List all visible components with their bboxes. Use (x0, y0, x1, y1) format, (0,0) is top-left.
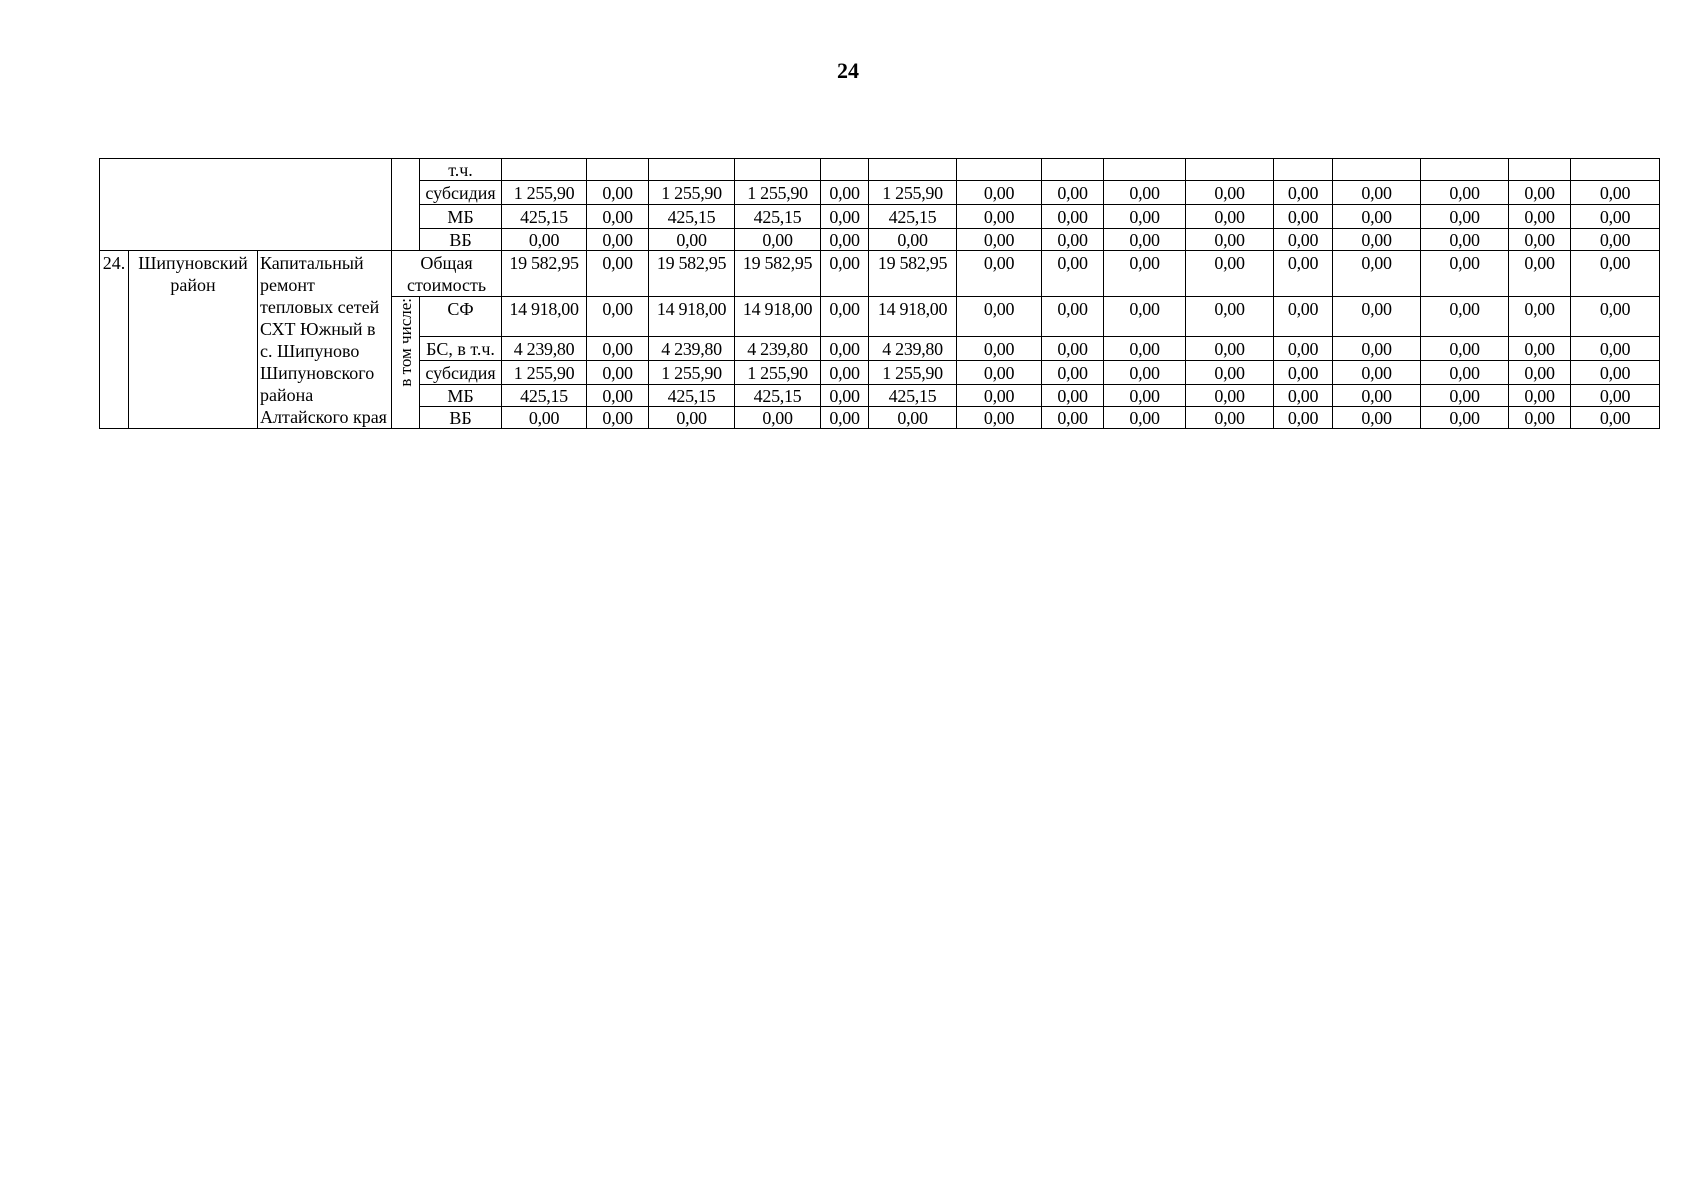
value-cell (1186, 159, 1274, 181)
source-cell: т.ч. (420, 159, 502, 181)
value-cell: 0,00 (1186, 361, 1274, 385)
value-cell: 0,00 (1274, 297, 1333, 337)
value-cell: 0,00 (1333, 297, 1421, 337)
value-cell: 0,00 (1186, 407, 1274, 429)
value-cell: 0,00 (1421, 337, 1509, 361)
value-cell: 4 239,80 (502, 337, 587, 361)
vertical-label-cell (392, 297, 420, 429)
value-cell: 0,00 (1421, 385, 1509, 407)
value-cell: 0,00 (1571, 407, 1660, 429)
value-cell (1042, 159, 1104, 181)
value-cell: 0,00 (1333, 251, 1421, 297)
value-cell: 0,00 (1186, 205, 1274, 229)
value-cell: 0,00 (1104, 407, 1186, 429)
value-cell: 0,00 (1421, 251, 1509, 297)
table-row (100, 159, 1660, 181)
continuation-blank-cell (100, 159, 392, 251)
value-cell: 0,00 (1509, 407, 1571, 429)
value-cell: 0,00 (587, 361, 649, 385)
source-cell: ВБ (420, 407, 502, 429)
value-cell: 0,00 (1042, 205, 1104, 229)
value-cell: 0,00 (821, 361, 869, 385)
value-cell: 14 918,00 (869, 297, 957, 337)
value-cell: 0,00 (957, 229, 1042, 251)
source-cell: субсидия (420, 181, 502, 205)
value-cell: 0,00 (1274, 407, 1333, 429)
value-cell: 0,00 (1274, 361, 1333, 385)
value-cell: 0,00 (1104, 361, 1186, 385)
value-cell: 14 918,00 (649, 297, 735, 337)
value-cell: 0,00 (587, 251, 649, 297)
value-cell: 0,00 (1571, 361, 1660, 385)
value-cell: 0,00 (1333, 181, 1421, 205)
value-cell: 0,00 (1333, 407, 1421, 429)
value-cell: 0,00 (957, 385, 1042, 407)
value-cell: 0,00 (1333, 205, 1421, 229)
value-cell: 0,00 (502, 229, 587, 251)
value-cell: 0,00 (821, 337, 869, 361)
value-cell: 0,00 (1421, 205, 1509, 229)
value-cell (1509, 159, 1571, 181)
source-cell: МБ (420, 385, 502, 407)
value-cell: 0,00 (1104, 337, 1186, 361)
financing-table (99, 158, 1660, 429)
value-cell: 425,15 (502, 205, 587, 229)
value-cell: 0,00 (1333, 361, 1421, 385)
source-cell: БС, в т.ч. (420, 337, 502, 361)
value-cell: 0,00 (1509, 251, 1571, 297)
value-cell: 19 582,95 (735, 251, 821, 297)
value-cell: 0,00 (587, 407, 649, 429)
value-cell: 0,00 (1421, 361, 1509, 385)
value-cell: 425,15 (735, 385, 821, 407)
value-cell: 4 239,80 (869, 337, 957, 361)
value-cell: 425,15 (869, 205, 957, 229)
value-cell: 0,00 (1104, 181, 1186, 205)
item-number-cell: 24. (100, 251, 129, 429)
value-cell (1571, 159, 1660, 181)
value-cell: 0,00 (1509, 205, 1571, 229)
value-cell: 14 918,00 (502, 297, 587, 337)
value-cell (649, 159, 735, 181)
value-cell: 0,00 (587, 297, 649, 337)
value-cell: 0,00 (821, 181, 869, 205)
value-cell: 19 582,95 (869, 251, 957, 297)
value-cell: 0,00 (1042, 337, 1104, 361)
value-cell: 0,00 (821, 229, 869, 251)
value-cell: 0,00 (957, 205, 1042, 229)
value-cell: 1 255,90 (869, 361, 957, 385)
value-cell: 0,00 (1571, 205, 1660, 229)
value-cell (502, 159, 587, 181)
value-cell (587, 159, 649, 181)
value-cell: 0,00 (1104, 251, 1186, 297)
value-cell: 0,00 (587, 181, 649, 205)
value-cell (821, 159, 869, 181)
source-cell: субсидия (420, 361, 502, 385)
value-cell: 0,00 (1274, 385, 1333, 407)
value-cell: 0,00 (1509, 181, 1571, 205)
description-cell: Капитальный ремонт тепловых сетей СХТ Южный в с. Шипуново Шипуновского района Алтайского края (258, 251, 392, 429)
value-cell: 0,00 (1333, 337, 1421, 361)
value-cell (1333, 159, 1421, 181)
value-cell: 0,00 (1274, 337, 1333, 361)
value-cell: 0,00 (587, 205, 649, 229)
value-cell: 425,15 (649, 205, 735, 229)
value-cell: 0,00 (1333, 385, 1421, 407)
page-number: 24 (837, 58, 859, 83)
value-cell: 425,15 (649, 385, 735, 407)
value-cell: 0,00 (1571, 251, 1660, 297)
value-cell: 0,00 (1104, 205, 1186, 229)
value-cell: 0,00 (1042, 407, 1104, 429)
value-cell: 0,00 (1042, 181, 1104, 205)
value-cell: 0,00 (1186, 181, 1274, 205)
value-cell (957, 159, 1042, 181)
value-cell: 0,00 (1042, 297, 1104, 337)
value-cell: 0,00 (1421, 229, 1509, 251)
value-cell: 0,00 (649, 407, 735, 429)
value-cell: 0,00 (1186, 337, 1274, 361)
value-cell: 0,00 (1421, 181, 1509, 205)
value-cell: 1 255,90 (649, 361, 735, 385)
value-cell: 0,00 (1104, 297, 1186, 337)
value-cell (735, 159, 821, 181)
value-cell: 0,00 (1509, 361, 1571, 385)
value-cell: 1 255,90 (735, 361, 821, 385)
continuation-vertical-cell (392, 159, 420, 251)
value-cell: 0,00 (1042, 251, 1104, 297)
value-cell: 0,00 (649, 229, 735, 251)
value-cell: 0,00 (1421, 407, 1509, 429)
source-cell: ВБ (420, 229, 502, 251)
value-cell: 1 255,90 (649, 181, 735, 205)
value-cell: 0,00 (502, 407, 587, 429)
value-cell: 0,00 (587, 229, 649, 251)
value-cell: 0,00 (1274, 251, 1333, 297)
value-cell: 425,15 (869, 385, 957, 407)
value-cell: 0,00 (957, 361, 1042, 385)
value-cell: 4 239,80 (649, 337, 735, 361)
value-cell: 19 582,95 (502, 251, 587, 297)
value-cell: 0,00 (821, 205, 869, 229)
value-cell: 0,00 (957, 251, 1042, 297)
value-cell (1421, 159, 1509, 181)
total-label-cell: Общая стоимость (392, 251, 502, 297)
value-cell: 1 255,90 (735, 181, 821, 205)
value-cell (869, 159, 957, 181)
value-cell: 425,15 (502, 385, 587, 407)
value-cell: 0,00 (1333, 229, 1421, 251)
value-cell: 0,00 (1186, 251, 1274, 297)
value-cell: 0,00 (1421, 297, 1509, 337)
value-cell: 0,00 (1509, 229, 1571, 251)
value-cell (1274, 159, 1333, 181)
value-cell: 14 918,00 (735, 297, 821, 337)
vertical-label: в том числе: (395, 298, 415, 387)
value-cell: 0,00 (587, 337, 649, 361)
value-cell: 0,00 (1186, 229, 1274, 251)
value-cell (1104, 159, 1186, 181)
value-cell: 0,00 (1104, 229, 1186, 251)
value-cell: 0,00 (1509, 385, 1571, 407)
value-cell: 0,00 (1042, 385, 1104, 407)
value-cell: 0,00 (1571, 297, 1660, 337)
source-cell: МБ (420, 205, 502, 229)
value-cell: 0,00 (821, 385, 869, 407)
value-cell: 0,00 (1186, 297, 1274, 337)
value-cell: 0,00 (1104, 385, 1186, 407)
table-body (100, 159, 1660, 429)
value-cell: 0,00 (821, 297, 869, 337)
value-cell: 0,00 (957, 181, 1042, 205)
value-cell: 0,00 (821, 251, 869, 297)
value-cell: 0,00 (869, 407, 957, 429)
value-cell: 0,00 (1571, 181, 1660, 205)
table-row (100, 251, 1660, 297)
source-cell: СФ (420, 297, 502, 337)
value-cell: 0,00 (1509, 337, 1571, 361)
value-cell: 0,00 (957, 407, 1042, 429)
value-cell: 0,00 (1571, 337, 1660, 361)
value-cell: 1 255,90 (502, 181, 587, 205)
value-cell: 0,00 (1274, 205, 1333, 229)
value-cell: 0,00 (1042, 361, 1104, 385)
value-cell: 0,00 (735, 407, 821, 429)
value-cell: 425,15 (735, 205, 821, 229)
value-cell: 19 582,95 (649, 251, 735, 297)
value-cell: 0,00 (1274, 181, 1333, 205)
value-cell: 0,00 (869, 229, 957, 251)
value-cell: 0,00 (1042, 229, 1104, 251)
value-cell: 1 255,90 (502, 361, 587, 385)
value-cell: 0,00 (735, 229, 821, 251)
value-cell: 0,00 (1186, 385, 1274, 407)
district-cell: Шипуновский район (129, 251, 258, 429)
value-cell: 4 239,80 (735, 337, 821, 361)
value-cell: 0,00 (1571, 385, 1660, 407)
value-cell: 1 255,90 (869, 181, 957, 205)
value-cell: 0,00 (1509, 297, 1571, 337)
value-cell: 0,00 (957, 337, 1042, 361)
value-cell: 0,00 (1571, 229, 1660, 251)
value-cell: 0,00 (587, 385, 649, 407)
value-cell: 0,00 (1274, 229, 1333, 251)
value-cell: 0,00 (821, 407, 869, 429)
value-cell: 0,00 (957, 297, 1042, 337)
